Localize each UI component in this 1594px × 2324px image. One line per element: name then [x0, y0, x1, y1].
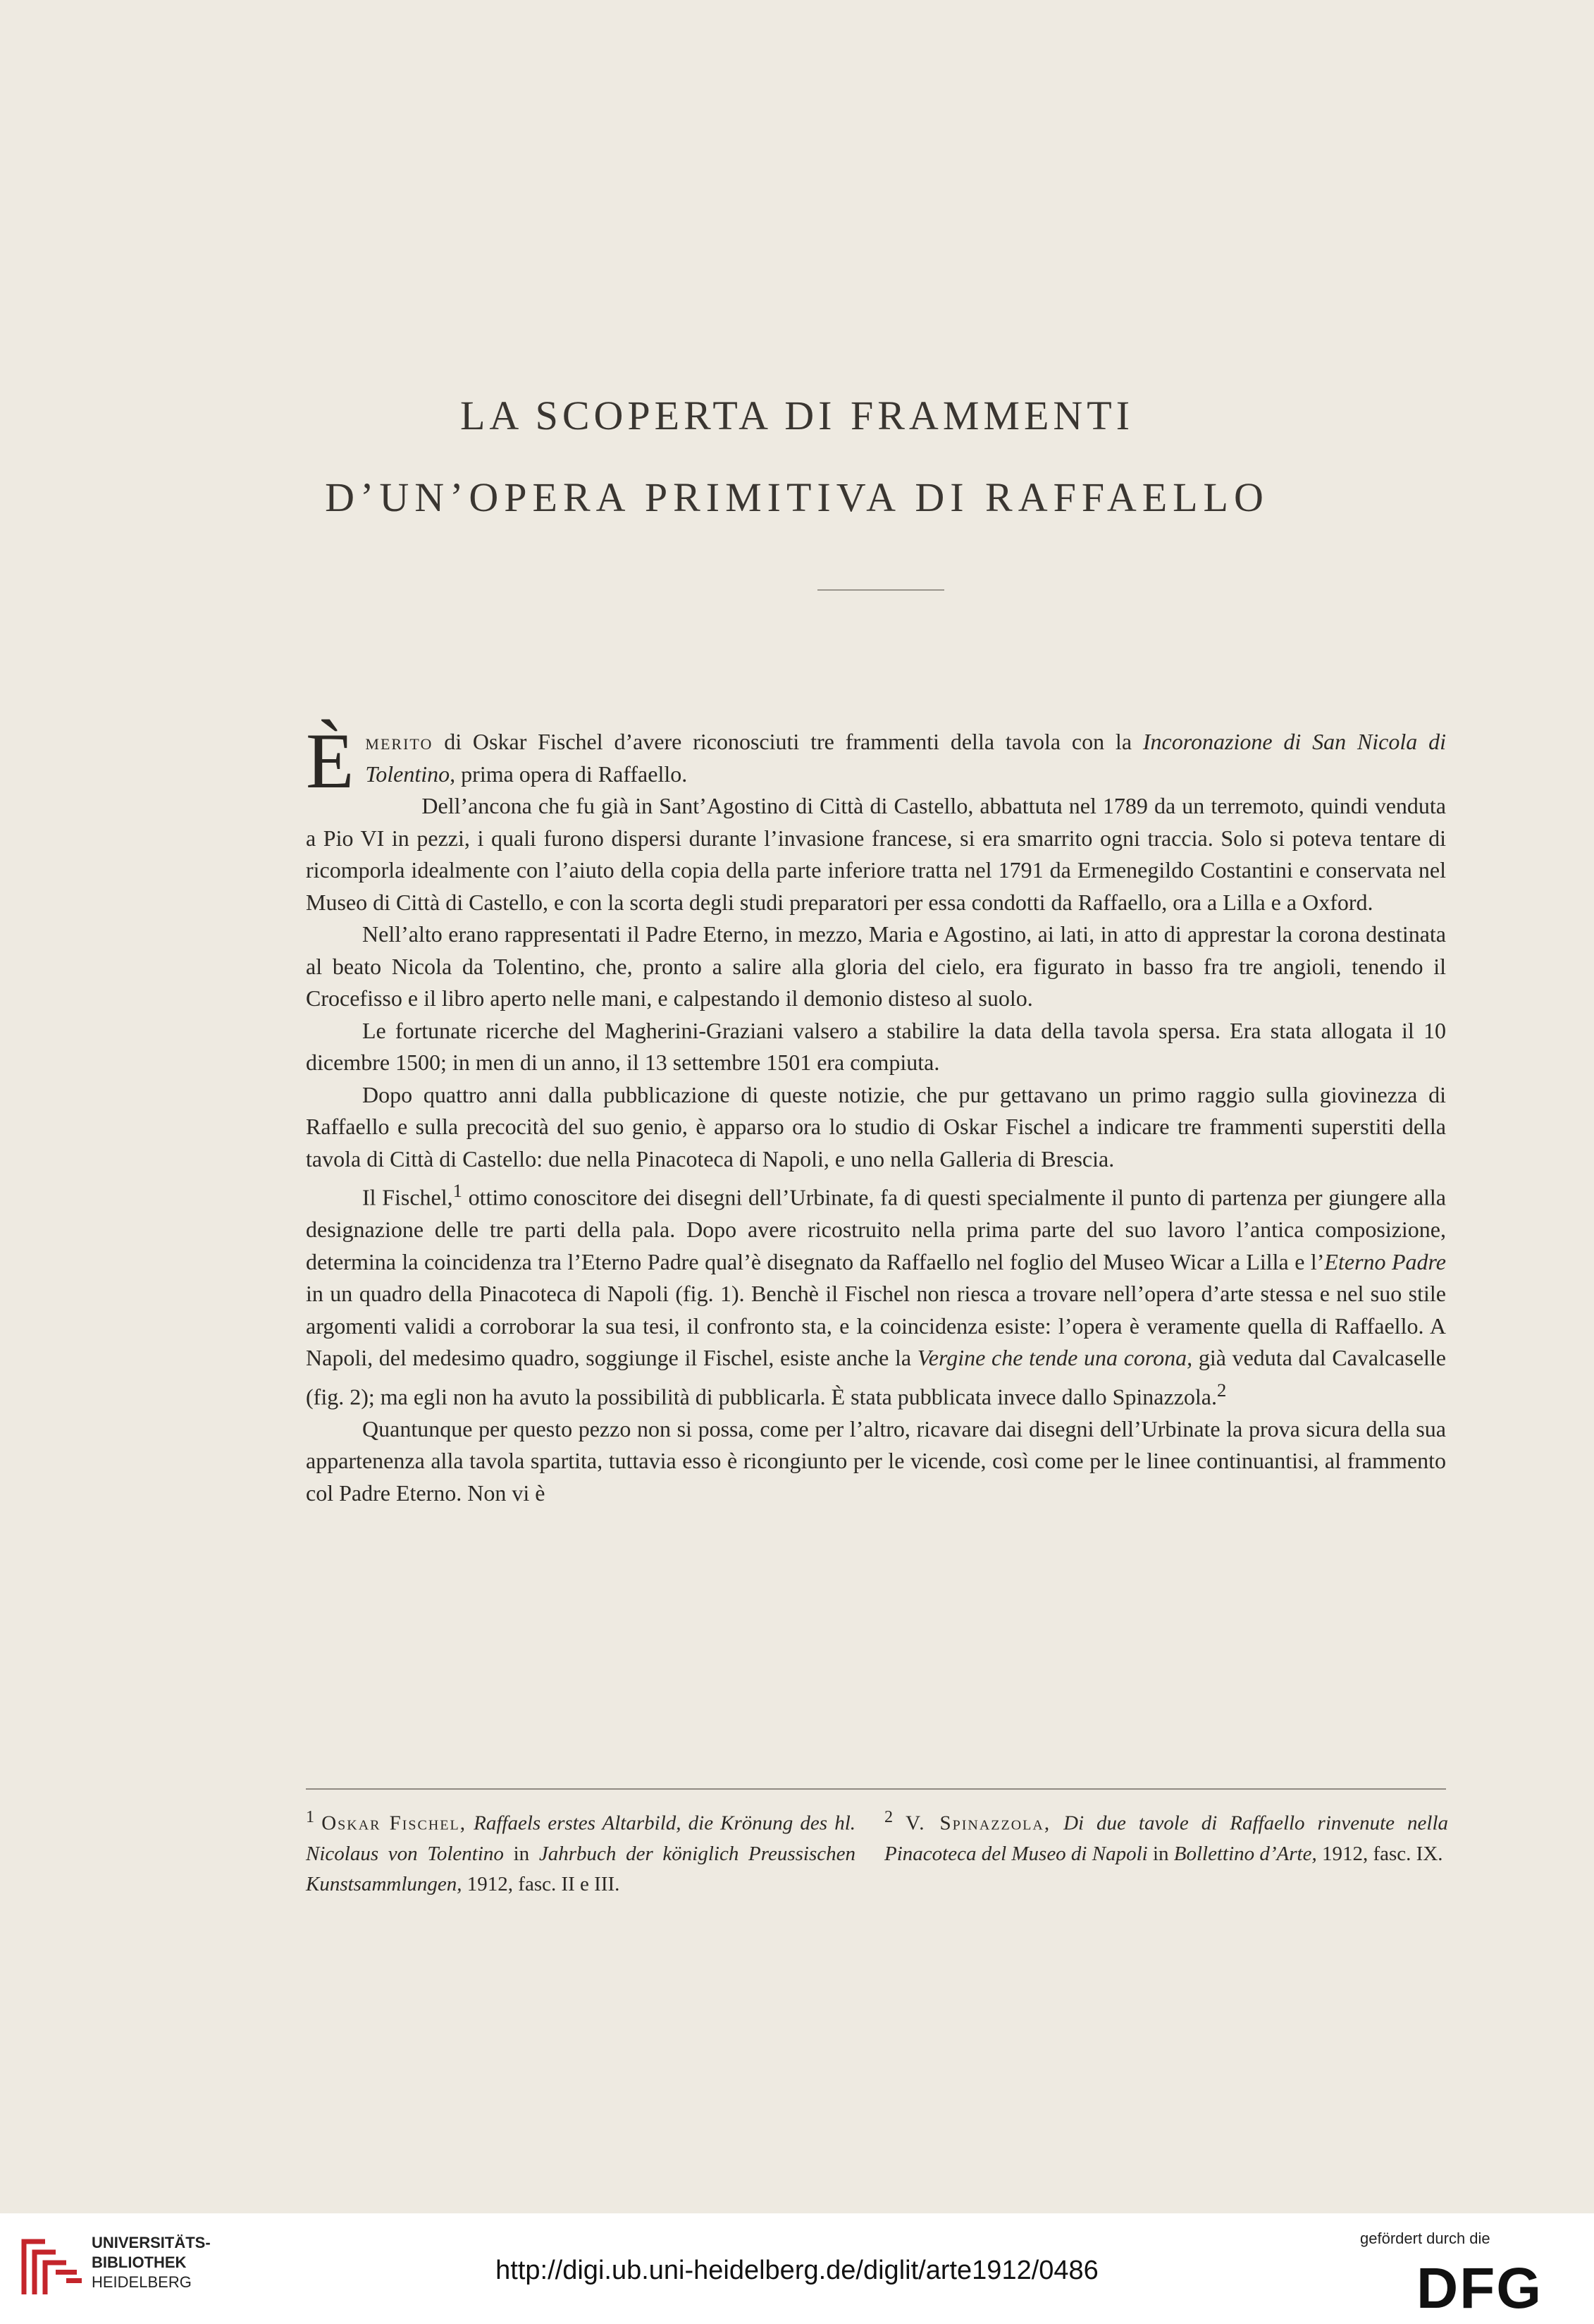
footnote-ref-1: 1 [452, 1180, 462, 1201]
paragraph-3: Nell’alto erano rappresentati il Padre Eterno, in mezzo, Maria e Agostino, ai lati, in atto di apprestar la corona destinata al beato Nicola da Tolentino, che, pronto a salire alla gloria del cielo, era figurato in basso fra tre angioli, tenendo il Crocefisso e il libro aperto nelle mani, e calpestando il demonio disteso al suolo. [306, 921, 1446, 1011]
footnote-1: $^1$ Oskar Fischel, Raffaels erstes Altarbild, die Krönung des hl. Nicolaus von Tolentino in Jahrbuch der königlich Preussischen Kunstsammlungen, 1912, fasc. II e III. [306, 1807, 856, 1895]
article-title-line-2: D’UN’OPERA PRIMITIVA DI RAFFAELLO [325, 474, 1269, 520]
footnote-divider [306, 1788, 1446, 1790]
dfg-logo: DFG [1416, 2256, 1543, 2320]
university-library-name: UNIVERSITÄTS- BIBLIOTHEK HEIDELBERG [92, 2234, 211, 2291]
drop-cap: È [306, 718, 354, 805]
paragraph-4: Le fortunate ricerche del Magherini-Graziani valsero a stabilire la data della tavola spersa. Era stata allogata il 10 dicembre 1500; in men di un anno, il 13 settembre 1501 era compiuta. [306, 1017, 1446, 1075]
paragraph-5: Dopo quattro anni dalla pubblicazione di queste notizie, che pur gettavano un primo raggio sulla giovinezza di Raffaello e sulla precocità del suo genio, è apparso ora lo studio di Oskar Fischel a indicare tre frammenti superstiti della tavola di Città di Castello: due nella Pinacoteca di Napoli, e uno nella Galleria di Brescia. [306, 1081, 1446, 1172]
paragraph-2: Dell’ancona che fu già in Sant’Agostino di Città di Castello, abbattuta nel 1789 da un terremoto, quindi venduta a Pio VI in pezzi, i quali furono dispersi durante l’invasione francese, si era smarrito ogni traccia. Solo si poteva tentare di ricomporla idealmente con l’aiuto della copia della parte inferiore tratta nel 1791 da Ermenegildo Costantini e conservata nel Museo di Città di Castello, e con la scorta degli studi preparatori per essa condotti da Raffaello, ora a Lilla e a Oxford. [306, 793, 1446, 915]
source-url-link[interactable]: http://digi.ub.uni-heidelberg.de/diglit/arte1912/0486 [495, 2256, 1099, 2285]
paragraph-6: Il Fischel,$^1$ ottimo conoscitore dei disegni dell’Urbinate, fa di questi specialmente il punto di partenza per giungere alla designazione delle tre parti della pala. Dopo avere ricostruito nella prima parte del suo lavoro l’antica composizione, determina la coincidenza tra l’Eterno Padre qual’è disegnato da Raffaello nel foglio del Museo Wicar a Lilla e l’Eterno Padre in un quadro della Pinacoteca di Napoli (fig. 1). Benchè il Fischel non riesca a trovare nell’opera d’arte stessa e nel suo stile argomenti validi a corroborar la sua tesi, il confronto sta, e la coincidenza esiste: l’opera è veramente quella di Raffaello. A Napoli, del medesimo quadro, soggiunge il Fischel, esiste anche la Vergine che tende una corona, già veduta dal Cavalcaselle (fig. 2); ma egli non ha avuto la possibilità di pubblicarla. È stata pubblicata invece dallo Spinazzola.$^2$ [306, 1180, 1447, 1410]
paragraph-7: Quantunque per questo pezzo non si possa, come per l’altro, ricavare dai disegni dell’Urbinate la prova sicura della sua appartenenza alla tavola spartita, tuttavia esso è ricongiunto per le vicende, così come per le linee continuantisi, al frammento col Padre Eterno. Non vi è [306, 1415, 1446, 1506]
title-divider [817, 589, 944, 591]
footnote-2: $^2$ V. Spinazzola, Di due tavole di Raffaello rinvenute nella Pinacoteca del Museo di Napoli in Bollettino d’Arte, 1912, fasc. IX. [884, 1807, 1449, 1865]
footnote-ref-2: 2 [1216, 1379, 1227, 1401]
article-body [306, 718, 1447, 1509]
article-title-line-1: LA SCOPERTA DI FRAMMENTI [459, 393, 1135, 438]
funding-caption: gefördert durch die [1360, 2230, 1490, 2247]
paragraph-1: Èmerito di Oskar Fischel d’avere riconosciuti tre frammenti della tavola con la Incoronazione di San Nicola di Tolentino, prima opera di Raffaello. [306, 718, 1447, 805]
